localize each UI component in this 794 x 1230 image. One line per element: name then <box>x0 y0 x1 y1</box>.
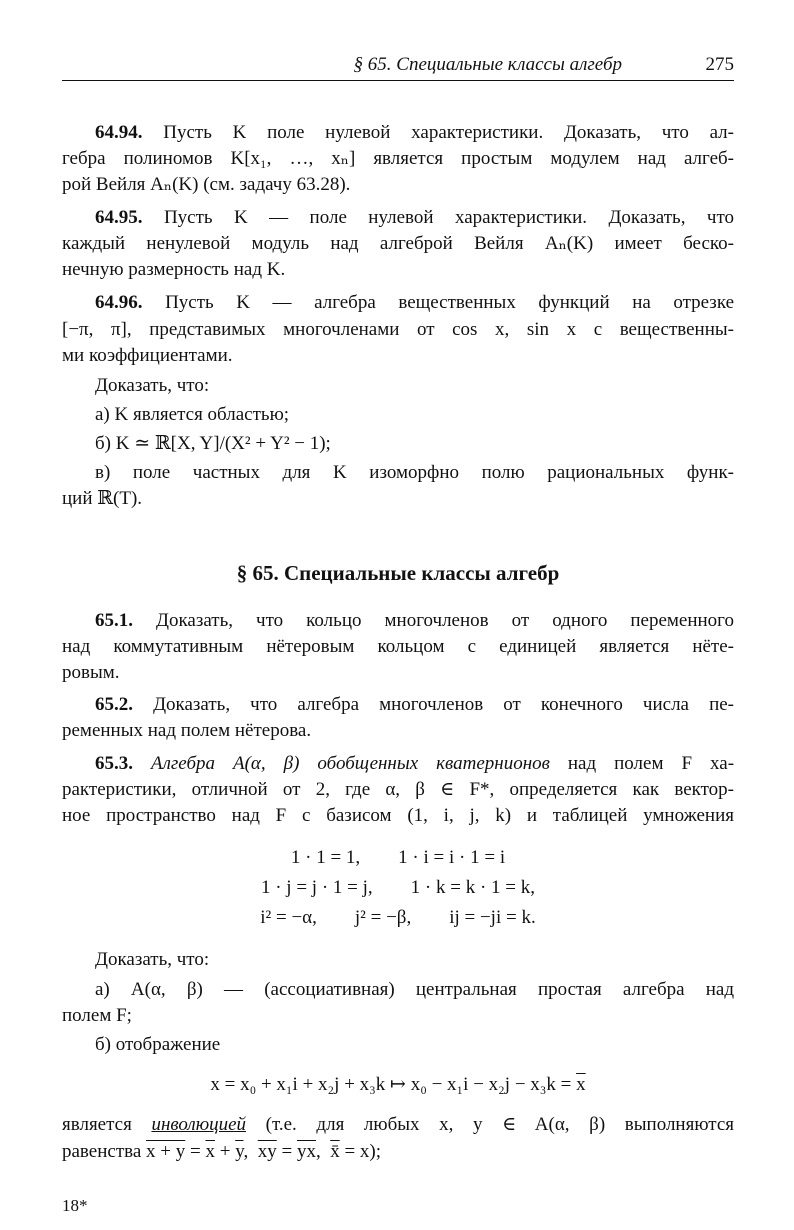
text-line: нечную размерность над K. <box>62 259 286 280</box>
page-number: 275 <box>705 54 734 75</box>
underlined-term: инволюцией <box>151 1114 247 1135</box>
equation-text: $\overline{x}$ <box>576 1074 586 1095</box>
text-line: над коммутативным нётеровым кольцом с единицей является нёте- <box>62 636 734 657</box>
text: + <box>214 1141 236 1162</box>
text-line: рактеристики, отличной от 2, где α, β ∈ F*, определяется как вектор- <box>62 779 734 800</box>
problem-64-94 <box>95 120 734 146</box>
text-line <box>62 1139 734 1165</box>
running-header <box>62 54 734 81</box>
problem-number: 64.95. <box>95 207 143 228</box>
text-line: Доказать, что: <box>95 375 210 396</box>
text: = x); <box>339 1141 382 1162</box>
math: x + y <box>146 1141 186 1162</box>
text-line: [−π, π], представимых многочленами от cos x, sin x с вещественны- <box>62 319 734 340</box>
text: (т.е. для любых x, y ∈ A(α, β) выполняются <box>265 1114 734 1135</box>
signature-mark: 18* <box>62 1196 88 1215</box>
text: , <box>315 1141 331 1162</box>
problem-number: 64.96. <box>95 292 143 313</box>
text-line: ременных над полем нётерова. <box>62 720 312 741</box>
problem-64-96 <box>95 290 734 316</box>
text-line: Доказать, что алгебра многочленов от конечного числа пе- <box>153 694 734 715</box>
equation-text: x = x₀ + x₁i + x₂j + x₃k ↦ x₀ − x₁i − x₂j − x₃k = <box>210 1074 577 1095</box>
text-line: ми коэффициентами. <box>62 345 233 366</box>
problem-number: 65.1. <box>95 610 133 631</box>
math: $\overline{yx}$ <box>296 1141 316 1162</box>
math: $\overline{x}$ <box>205 1141 215 1162</box>
text-line: над полем F ха- <box>567 753 735 774</box>
definition-term: Алгебра A(α, β) обобщенных кватернионов <box>150 753 550 774</box>
item-a: а) A(α, β) — (ассоциативная) центральная простая алгебра над <box>95 979 734 1000</box>
problem-65-3 <box>95 751 734 777</box>
text: является <box>62 1114 132 1135</box>
text-line: ное пространство над F с базисом (1, i, j, k) и таблицей умножения <box>62 805 734 826</box>
problem-65-1 <box>95 608 734 634</box>
math: $\overline{y}$ <box>235 1141 244 1162</box>
equation <box>62 1072 734 1098</box>
problem-number: 64.94. <box>95 122 143 143</box>
text-line: гебра полиномов K[x₁, …, xₙ] является простым модулем над алгеб- <box>62 148 734 169</box>
math: x̄ <box>330 1141 340 1162</box>
equation: i² = −α, j² = −β, ij = −ji = k. <box>260 907 536 928</box>
problem-64-95 <box>95 205 734 231</box>
text-line: Доказать, что: <box>95 949 210 970</box>
equation: 1 · j = j · 1 = j, 1 · k = k · 1 = k, <box>260 877 535 898</box>
text-line <box>62 1112 734 1138</box>
text-line: ровым. <box>62 662 120 683</box>
equation: 1 · 1 = 1, 1 · i = i · 1 = i <box>290 847 506 868</box>
item-b: б) K ≃ ℝ[X, Y]/(X² + Y² − 1); <box>95 433 331 454</box>
text-line: Пусть K — поле нулевой характеристики. Доказать, что <box>163 207 735 228</box>
text: = <box>276 1141 297 1162</box>
math: $\overline{xy}$ <box>257 1141 277 1162</box>
text-line: ций ℝ(T). <box>62 488 143 509</box>
item-b: б) отображение <box>95 1034 221 1055</box>
item-a: а) K является областью; <box>95 404 290 425</box>
text-line: рой Вейля Aₙ(K) (см. задачу 63.28). <box>62 174 351 195</box>
section-heading: § 65. Специальные классы алгебр <box>236 561 560 585</box>
text: равенства <box>62 1141 147 1162</box>
text-line: каждый ненулевой модуль над алгеброй Вейля Aₙ(K) имеет беско- <box>62 233 734 254</box>
text-line: Доказать, что кольцо многочленов от одного переменного <box>156 610 734 631</box>
problem-65-2 <box>95 692 734 718</box>
header-title: § 65. Специальные классы алгебр <box>353 54 622 75</box>
text: = <box>185 1141 206 1162</box>
problem-number: 65.3. <box>95 753 133 774</box>
problem-number: 65.2. <box>95 694 133 715</box>
text-line: Пусть K поле нулевой характеристики. Доказать, что ал- <box>163 122 734 143</box>
text-line: Пусть K — алгебра вещественных функций на отрезке <box>165 292 735 313</box>
text: , <box>243 1141 258 1162</box>
item-v: в) поле частных для K изоморфно полю рациональных функ- <box>95 462 734 483</box>
text-line: полем F; <box>62 1005 132 1026</box>
